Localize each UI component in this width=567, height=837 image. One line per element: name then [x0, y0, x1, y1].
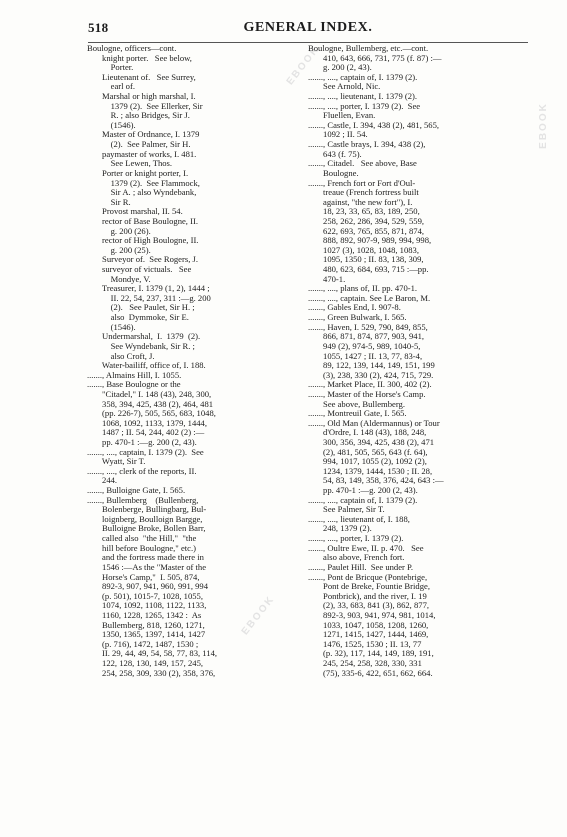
index-entry-line: 1027 (3), 1028, 1048, 1083,: [308, 245, 419, 255]
index-entry-line: 1350, 1365, 1397, 1414, 1427: [87, 630, 206, 640]
index-entry-line: See Lewen, Thos.: [87, 159, 173, 169]
index-entry-line: ......., Pont de Bricque (Pontebrige,: [308, 572, 428, 582]
page-number: 518: [88, 20, 109, 35]
index-entry-line: (pp. 226-7), 505, 565, 683, 1048,: [87, 409, 216, 419]
index-entry-line: 866, 871, 874, 877, 903, 941,: [308, 332, 425, 342]
index-entry-line: 1095, 1350 ; II. 83, 138, 309,: [308, 255, 424, 265]
index-entry-line: "Citadel," I. 148 (43), 248, 300,: [87, 389, 212, 399]
index-entry-line: 54, 83, 149, 358, 376, 424, 643 :—: [308, 476, 444, 486]
index-entry-line: ......., ...., porter, I. 1379 (2).: [308, 534, 404, 544]
index-entry-line: g. 200 (26).: [87, 226, 151, 236]
index-entry-line: 1033, 1047, 1058, 1208, 1260,: [308, 620, 429, 630]
index-entry-line: rector of High Boulogne, II.: [87, 236, 199, 246]
index-entry-line: 888, 892, 907-9, 989, 994, 998,: [308, 236, 432, 246]
index-entry-line: ......., ...., captain of, I. 1379 (2).: [308, 495, 418, 505]
index-entry-line: hill before Boulogne," etc.): [87, 543, 196, 553]
index-entry-line: ......., Haven, I. 529, 790, 849, 855,: [308, 322, 428, 332]
index-entry-line: 244.: [87, 476, 118, 486]
index-entry-line: Boulogne, officers—cont.: [87, 44, 177, 53]
index-entry-line: knight porter. See below,: [87, 53, 192, 63]
index-entry-line: and the fortress made there in: [87, 553, 204, 563]
index-entry-line: Lieutenant of. See Surrey,: [87, 72, 196, 82]
index-entry-line: Wyatt, Sir T.: [87, 457, 146, 467]
running-title: GENERAL INDEX.: [243, 20, 373, 35]
index-entry-line: See Wyndebank, Sir R. ;: [87, 341, 195, 351]
index-entry-line: g. 200 (25).: [87, 245, 151, 255]
index-entry-line: ......., Green Bulwark, I. 565.: [308, 313, 407, 323]
index-entry-line: 245, 254, 258, 328, 330, 331: [308, 659, 422, 668]
index-entry-line: paymaster of works, I. 481.: [87, 149, 197, 159]
index-entry-line: ......., French fort or Fort d'Oul-: [308, 178, 416, 188]
index-entry-line: 1546 :—As the "Master of the: [87, 562, 207, 572]
index-entry-line: See Palmer, Sir T.: [308, 505, 385, 515]
page-header: [88, 20, 528, 40]
index-entry-line: ......., Castle, I. 394, 438 (2), 481, 565,: [308, 120, 440, 130]
index-entry-line: 300, 356, 394, 425, 438 (2), 471: [308, 437, 435, 447]
index-entry-line: ......., Castle brays, I. 394, 438 (2),: [308, 140, 426, 150]
index-entry-line: (75), 335-6, 422, 651, 662, 664.: [308, 668, 433, 678]
index-entry-line: 254, 258, 309, 330 (2), 358, 376,: [87, 668, 216, 678]
index-entry-line: Pontbrick), and the river, I. 19: [308, 591, 427, 601]
index-entry-line: ......., Master of the Horse's Camp.: [308, 389, 426, 399]
index-entry-line: Provost marshal, II. 54.: [87, 207, 183, 217]
index-entry-line: ......., Oultre Ewe, II. p. 470. See: [308, 543, 424, 553]
index-entry-line: 1476, 1525, 1530 ; II. 13, 77: [308, 639, 422, 649]
header-rule: [88, 42, 528, 43]
index-entry-line: Marshal or high marshal, I.: [87, 92, 196, 102]
index-entry-line: Fluellen, Evan.: [308, 111, 376, 121]
index-entry-line: Bolenberge, Bullingbarg, Bul-: [87, 505, 207, 515]
index-entry-line: also Dymmoke, Sir E.: [87, 313, 189, 323]
index-entry-line: ......., Almains Hill, I. 1055.: [87, 370, 182, 380]
index-entry-line: II. 29, 44, 49, 54, 58, 77, 83, 114,: [87, 649, 218, 659]
index-entry-line: Master of Ordnance, I. 1379: [87, 130, 200, 140]
index-entry-line: earl of.: [87, 82, 135, 92]
index-entry-line: loignberg, Boulloign Bargge,: [87, 514, 203, 524]
index-entry-line: ......., ...., plans of, II. pp. 470-1.: [308, 284, 418, 294]
index-entry-line: (2). See Paulet, Sir H. ;: [87, 303, 195, 313]
index-entry-line: Water-bailiff, office of, I. 188.: [87, 361, 206, 371]
index-entry-line: Porter.: [87, 63, 134, 73]
index-entry-line: Porter or knight porter, I.: [87, 168, 189, 178]
watermark: EBOOK: [537, 102, 549, 149]
index-entry-line: ......., Paulet Hill. See under P.: [308, 562, 414, 572]
index-entry-line: 1092 ; II. 54.: [308, 130, 368, 140]
index-entry-line: (2). See Palmer, Sir H.: [87, 140, 191, 150]
index-entry-line: Boulogne, Bullemberg, etc.—cont.: [308, 44, 429, 53]
watermark: EBOOK: [284, 43, 323, 88]
index-entry-line: Horse's Camp," I. 505, 874,: [87, 572, 200, 582]
index-entry-line: 994, 1017, 1055 (2), 1092 (2),: [308, 457, 427, 467]
index-entry-line: 122, 128, 130, 149, 157, 245,: [87, 659, 204, 668]
index-entry-line: 1068, 1092, 1133, 1379, 1444,: [87, 418, 207, 428]
index-entry-line: against, "the new fort"), I.: [308, 197, 413, 207]
index-entry-line: ......., Old Man (Aldermannus) or Tour: [308, 418, 440, 428]
index-entry-line: 470-1.: [308, 274, 346, 284]
index-entry-line: ......., ...., captain, I. 1379 (2). See: [87, 447, 204, 457]
index-entry-line: pp. 470-1 :—g. 200 (2, 43).: [308, 486, 418, 496]
index-entry-line: R. ; also Bridges, Sir J.: [87, 111, 190, 121]
index-entry-line: See Arnold, Nic.: [308, 82, 381, 92]
index-entry-line: 622, 693, 765, 855, 871, 874,: [308, 226, 425, 236]
index-entry-line: ......., ...., lieutenant of, I. 188,: [308, 514, 410, 524]
index-entry-line: ......., ...., captain. See Le Baron, M.: [308, 293, 431, 303]
index-entry-line: ......., ...., clerk of the reports, II.: [87, 466, 197, 476]
index-entry-line: 258, 262, 286, 394, 529, 559,: [308, 216, 425, 226]
index-entry-line: d'Ordre, I. 148 (43), 188, 248,: [308, 428, 427, 438]
index-entry-line: 1160, 1228, 1265, 1342 : As: [87, 610, 202, 620]
index-entry-line: ......., Citadel. See above, Base: [308, 159, 417, 169]
index-entry-line: pp. 470-1 :—g. 200 (2, 43).: [87, 437, 197, 447]
index-entry-line: ......., ...., porter, I. 1379 (2). See: [308, 101, 421, 111]
index-entry-line: See above, Bullemberg.: [308, 399, 405, 409]
index-entry-line: Bullemberg, 818, 1260, 1271,: [87, 620, 205, 630]
index-entry-line: 18, 23, 33, 65, 83, 189, 250,: [308, 207, 420, 217]
index-entry-line: ......., ...., captain of, I. 1379 (2).: [308, 72, 418, 82]
index-entry-line: 410, 643, 666, 731, 775 (f. 87) :—: [308, 53, 442, 63]
index-entry-line: Surveyor of. See Rogers, J.: [87, 255, 198, 265]
index-entry-line: surveyor of victuals. See: [87, 265, 192, 275]
index-entry-line: Sir R.: [87, 197, 131, 207]
index-entry-line: treaue (French fortress built: [308, 188, 419, 198]
index-entry-line: ......., Montreuil Gate, I. 565.: [308, 409, 407, 419]
index-entry-line: 949 (2), 974-5, 989, 1040-5,: [308, 341, 421, 351]
index-entry-line: (1546).: [87, 120, 136, 130]
index-entry-line: (3), 238, 330 (2), 424, 715, 729.: [308, 370, 434, 380]
index-entry-line: 892-3, 907, 941, 960, 991, 994: [87, 582, 209, 592]
index-entry-line: 480, 623, 684, 693, 715 :—pp.: [308, 265, 429, 275]
index-entry-line: also above, French fort.: [308, 553, 405, 563]
index-entry-line: called also "the Hill," "the: [87, 534, 197, 544]
index-entry-line: ......., Bullemberg (Bullenberg,: [87, 495, 199, 505]
index-entry-line: ......., ...., lieutenant, I. 1379 (2).: [308, 92, 418, 102]
right-index-column: [308, 44, 526, 678]
index-entry-line: Sir A. ; also Wyndebank,: [87, 188, 197, 198]
index-entry-line: 89, 122, 139, 144, 149, 151, 199: [308, 361, 435, 371]
index-entry-line: 1379 (2). See Flammock,: [87, 178, 200, 188]
watermark: EBOOK: [239, 593, 278, 638]
index-entry-line: Undermarshal, I. 1379 (2).: [87, 332, 201, 342]
index-entry-line: ......., Base Boulogne or the: [87, 380, 181, 390]
index-entry-line: Boulogne.: [308, 168, 359, 178]
index-entry-line: Mondye, V.: [87, 274, 151, 284]
index-entry-line: Treasurer, I. 1379 (1, 2), 1444 ;: [87, 284, 210, 294]
index-entry-line: Bulloigne Broke, Bollen Barr,: [87, 524, 206, 534]
index-entry-line: also Croft, J.: [87, 351, 155, 361]
index-entry-line: (p. 501), 1015-7, 1028, 1055,: [87, 591, 204, 601]
index-entry-line: 643 (f. 75).: [308, 149, 362, 159]
index-entry-line: 1379 (2). See Ellerker, Sir: [87, 101, 203, 111]
index-entry-line: (2), 481, 505, 565, 643 (f. 64),: [308, 447, 428, 457]
index-entry-line: g. 200 (2, 43).: [308, 63, 372, 73]
index-entry-line: (2), 33, 683, 841 (3), 862, 877,: [308, 601, 430, 611]
index-entry-line: 892-3, 903, 941, 974, 981, 1014,: [308, 610, 436, 620]
index-entry-line: ......., Gables End, I. 907-8.: [308, 303, 401, 313]
index-entry-line: 248, 1379 (2).: [308, 524, 372, 534]
index-entry-line: 1487 ; II. 54, 244, 402 (2) :—: [87, 428, 205, 438]
index-entry-line: rector of Base Boulogne, II.: [87, 216, 198, 226]
left-index-column: [87, 44, 305, 678]
index-entry-line: (p. 32), 117, 144, 149, 189, 191,: [308, 649, 434, 659]
index-entry-line: 358, 394, 425, 438 (2), 464, 481: [87, 399, 214, 409]
index-entry-line: 1234, 1379, 1444, 1530 ; II. 28,: [308, 466, 433, 476]
index-entry-line: (p. 716), 1472, 1487, 1530 ;: [87, 639, 199, 649]
index-entry-line: 1271, 1415, 1427, 1444, 1469,: [308, 630, 429, 640]
index-entry-line: ......., Bulloigne Gate, I. 565.: [87, 486, 186, 496]
index-entry-line: Pont de Breke, Fountie Bridge,: [308, 582, 430, 592]
index-entry-line: 1055, 1427 ; II. 13, 77, 83-4,: [308, 351, 423, 361]
index-entry-line: ......., Market Place, II. 300, 402 (2).: [308, 380, 432, 390]
index-entry-line: (1546).: [87, 322, 136, 332]
index-entry-line: 1074, 1092, 1108, 1122, 1133,: [87, 601, 207, 611]
index-entry-line: II. 22, 54, 237, 311 :—g. 200: [87, 293, 211, 303]
